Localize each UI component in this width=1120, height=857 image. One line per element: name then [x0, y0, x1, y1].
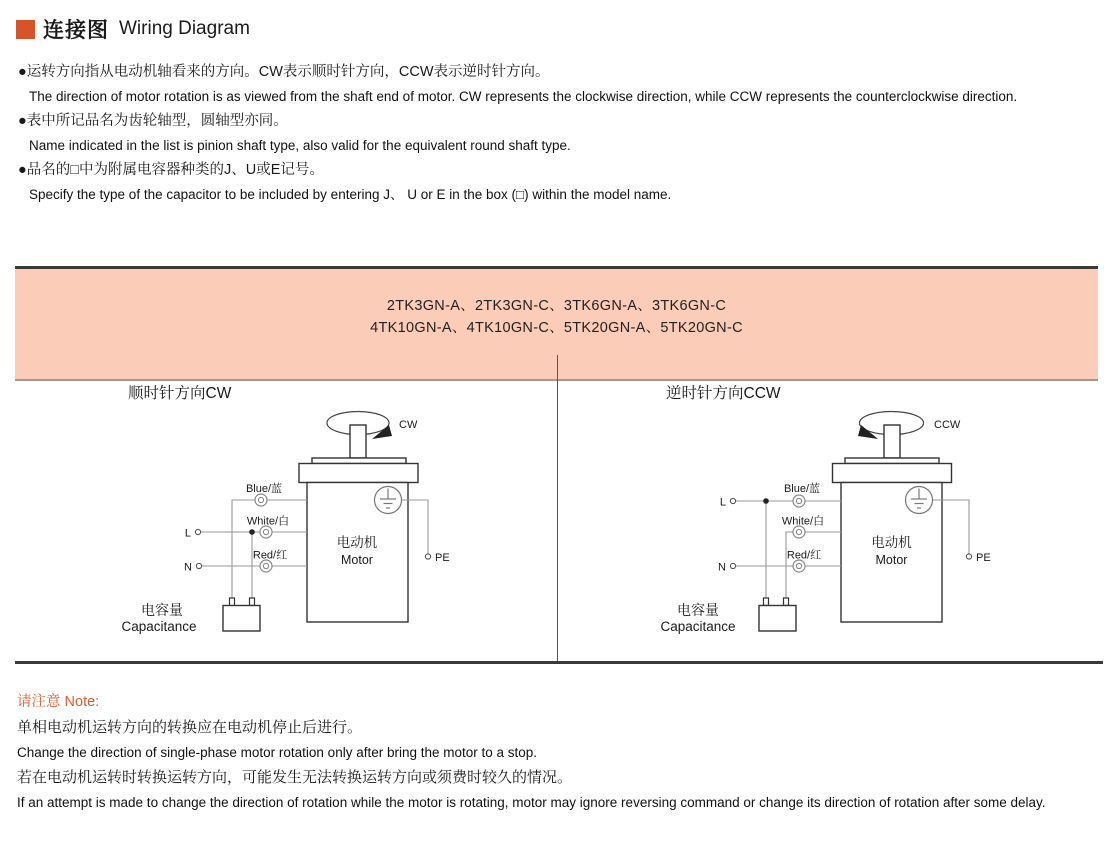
red-wire-label: Red/红	[252, 549, 288, 562]
red-terminal-icon	[263, 563, 268, 568]
capacitance-label-en: Capacitance	[121, 619, 197, 634]
pe-terminal	[425, 554, 430, 559]
n-label: N	[718, 561, 726, 574]
blue-terminal-icon	[796, 498, 801, 503]
diagram-ccw	[558, 355, 1105, 661]
motor-flange	[312, 458, 406, 464]
diagram-cw-title: 顺时针方向CW	[128, 385, 232, 402]
note-line: 单相电动机运转方向的转换应在电动机停止后进行。	[17, 719, 363, 736]
note-line: If an attempt is made to change the direction of rotation while the motor is rotating, motor may ignore reversing command or change its direction of rotation after some delay.	[17, 795, 1046, 810]
motor-shaft	[350, 425, 366, 458]
motor-cap	[299, 464, 418, 483]
n-label: N	[184, 561, 192, 574]
white-terminal-icon	[796, 529, 801, 534]
motor-label-en: Motor	[341, 553, 373, 567]
intro-notes	[18, 60, 1108, 208]
ccw-arrowhead-icon	[858, 425, 878, 439]
note-line: ●运转方向指从电动机轴看来的方向。CW表示顺时针方向，CCW表示逆时针方向。	[18, 64, 550, 80]
model-names-line2: 4TK10GN-A、4TK10GN-C、5TK20GN-A、5TK20GN-C	[370, 320, 743, 336]
motor-cap	[833, 464, 952, 483]
junction-dot	[249, 529, 255, 535]
capacitor	[759, 606, 796, 632]
note-heading: 请注意 Note:	[17, 694, 100, 710]
caution-note	[17, 690, 1112, 815]
page-title-zh: 连接图	[43, 19, 109, 42]
red-terminal-icon	[796, 563, 801, 568]
motor-flange	[845, 458, 939, 464]
l-label: L	[719, 496, 726, 509]
blue-wire-label: Blue/蓝	[783, 483, 821, 495]
l-label: L	[184, 527, 191, 540]
motor-label-zh: 电动机	[336, 535, 378, 550]
note-line: ●品名的□中为附属电容器种类的J、U或E记号。	[18, 162, 324, 179]
capacitance-label-zh: 电容量	[677, 602, 719, 618]
motor-shaft	[884, 425, 900, 458]
capacitance-label-en: Capacitance	[660, 619, 736, 634]
note-line: ●表中所记品名为齿轮轴型，圆轴型亦同。	[18, 113, 288, 130]
diagram-cw	[15, 355, 557, 661]
diagram-ccw-title: 逆时针方向CCW	[666, 385, 781, 402]
white-wire-label: White/白	[246, 515, 290, 528]
blue-terminal-icon	[258, 497, 263, 502]
note-line: Change the direction of single-phase motor rotation only after bring the motor to a stop.	[17, 745, 538, 760]
note-line: 若在电动机运转时转换运转方向，可能发生无法转换运转方向或须费时较久的情况。	[17, 769, 573, 786]
pe-label: PE	[435, 552, 450, 564]
section-marker-square	[16, 20, 35, 39]
model-names-line1: 2TK3GN-A、2TK3GN-C、3TK6GN-A、3TK6GN-C	[386, 298, 727, 314]
note-line: Name indicated in the list is pinion shaft type, also valid for the equivalent round shaft type.	[29, 137, 571, 153]
white-wire-label: White/白	[781, 515, 825, 528]
n-terminal	[730, 563, 735, 568]
page-title-en: Wiring Diagram	[119, 18, 250, 39]
pe-terminal	[966, 554, 971, 559]
rotation-label: CW	[399, 419, 418, 431]
section-rule	[15, 661, 1103, 664]
l-terminal	[730, 498, 735, 503]
capacitor	[223, 606, 260, 632]
motor-label-zh: 电动机	[871, 535, 912, 550]
red-wire-label: Red/红	[786, 549, 822, 562]
page-title	[16, 14, 250, 44]
cw-arrowhead-icon	[372, 425, 392, 439]
l-terminal	[195, 529, 200, 534]
note-line: The direction of motor rotation is as viewed from the shaft end of motor. CW represents the clockwise direction, while CCW represents the counterclockwise direction.	[29, 88, 1018, 104]
rotation-label: CCW	[934, 419, 961, 431]
white-terminal-icon	[263, 529, 268, 534]
junction-dot	[763, 498, 769, 504]
note-line: Specify the type of the capacitor to be included by entering J、 U or E in the box (□) within the model name.	[29, 186, 672, 202]
blue-wire-label: Blue/蓝	[245, 483, 283, 495]
motor-label-en: Motor	[875, 553, 908, 567]
n-terminal	[196, 563, 201, 568]
capacitance-label-zh: 电容量	[141, 602, 183, 618]
pe-label: PE	[976, 552, 991, 564]
